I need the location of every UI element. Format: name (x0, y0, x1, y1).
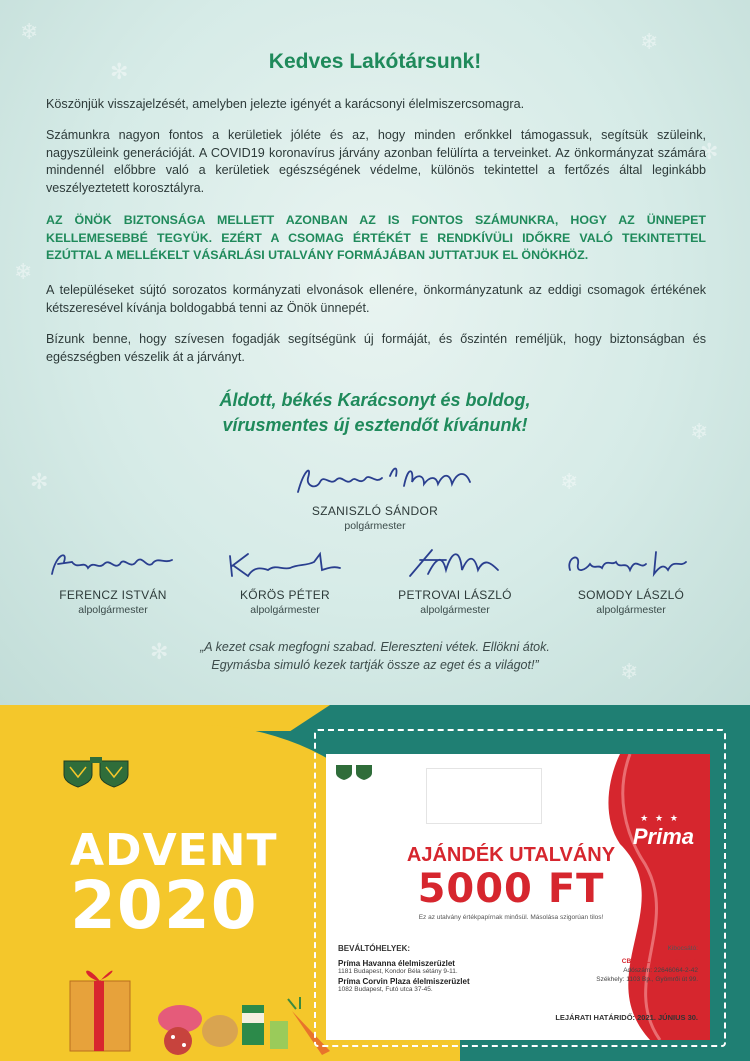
snowflake-icon: ✻ (150, 640, 169, 665)
voucher-expiry: LEJÁRATI HATÁRIDŐ: 2021. JÚNIUS 30. (555, 1013, 698, 1022)
deputy-name: FERENCZ ISTVÁN (59, 588, 167, 602)
paragraph-3-highlight: AZ ÖNÖK BIZTONSÁGA MELLETT AZONBAN AZ IS FONTOS SZÁMUNKRA, HOGY AZ ÜNNEPET KELLEMESEBBÉ TEGYÜK. EZÉRT A CSOMAG ÉRTÉKÉT E RENDKÍVÜLI IDŐKRE VALÓ TEKINTETTEL EZÚTTAL A MELLÉKELT VÁSÁRLÁSI UTALVÁNY FORMÁJÁBAN JUTTATJUK EL ÖNÖKHÖZ. (46, 213, 706, 262)
issuer-seat: Székhely: 1103 Bp., Gyömrői út 99. (596, 976, 698, 983)
issuer-name: CBA - DL PROJEKT KFT. (621, 958, 698, 965)
stores-label: BEVÁLTÓHELYEK: (338, 944, 411, 953)
snowflake-icon: ❄ (560, 470, 579, 495)
paragraph-4: A településeket sújtó sorozatos kormányzati elvonások ellenére, önkormányzatunk az eddigi csomagok értékének kétszeresével kívánja boldogabbá tenni az Önök ünnepét. (46, 283, 706, 315)
voucher-issuer (548, 944, 698, 984)
deputy-name: KŐRÖS PÉTER (240, 588, 330, 602)
issuer-tax-number: Adószám: 22646064-2-42 (623, 967, 698, 974)
wish-line-2: vírusmentes új esztendőt kívánunk! (222, 415, 528, 435)
district-crest-icon (60, 753, 132, 789)
snowflake-icon: ❄ (620, 660, 639, 685)
store-name: Príma Havanna élelmiszerüzlet (338, 959, 455, 968)
voucher-serial-box (426, 768, 542, 824)
store-address: 1181 Budapest, Kondor Béla sétány 9-11. (338, 968, 458, 975)
snowflake-icon: ❄ (690, 420, 709, 445)
deputy-role: alpolgármester (596, 604, 666, 616)
district-crest-icon (334, 762, 374, 782)
snowflake-icon: ✻ (30, 470, 49, 495)
deputy-signature (380, 540, 530, 586)
deputy-signature-block (546, 540, 716, 616)
voucher-value: 5000 FT (417, 866, 605, 912)
snowflake-icon: ✻ (700, 140, 719, 165)
store-address: 1082 Budapest, Futó utca 37-45. (338, 986, 433, 993)
voucher-title: AJÁNDÉK UTALVÁNY (406, 844, 616, 866)
deputy-signature (556, 540, 706, 586)
deputy-name: PETROVAI LÁSZLÓ (398, 588, 512, 602)
paragraph-5: Bízunk benne, hogy szívesen fogadják segítségünk új formáját, és őszintén reméljük, hogy biztonságban és egészségben vészelik át a járványt. (46, 332, 706, 364)
deputy-role: alpolgármester (420, 604, 490, 616)
quote-line-2: Egymásba simuló kezek tartják össze az eget és a világot!” (211, 658, 539, 672)
issuer-label: Kibocsátó: (667, 945, 698, 952)
deputy-name: SOMODY LÁSZLÓ (577, 588, 685, 602)
wish-line-1: Áldott, békés Karácsonyt és boldog, (219, 390, 531, 410)
voucher-legal-note: Ez az utalvány értékpapírnak minősül. Másolása szigorúan tilos! (418, 914, 604, 921)
snowflake-icon: ❄ (20, 20, 39, 45)
deputy-signature-block (28, 540, 198, 616)
deputy-signature (38, 540, 188, 586)
deputy-signature-block (200, 540, 370, 616)
snowflake-icon: ✻ (110, 60, 129, 85)
mayor-signature-block (290, 456, 460, 532)
quote-line-1: „A kezet csak megfogni szabad. Elereszteni vétek. Ellökni átok. (200, 640, 550, 654)
advent-section (0, 705, 750, 1061)
paragraph-2: Számunkra nagyon fontos a kerületiek jóléte és az, hogy minden erőnkkel támogassuk, segítsük szüleink, nagyszüleink generációját. A COVID19 koronavírus járvány azonban felülírta a terveinket. Az önkormányzat számára mindennél előbbre való a kerületiek egészségének védelme, különös tekintettel a fertőzés által leginkább veszélyeztetett korosztályra. (46, 128, 706, 195)
closing-quote (0, 638, 750, 674)
store-name: Príma Corvin Plaza élelmiszerüzlet (338, 977, 470, 986)
paragraph-1: Köszönjük visszajelzését, amelyben jelezte igényét a karácsonyi élelmiszercsomagra. (46, 97, 525, 111)
prima-logo: Prima (632, 824, 694, 849)
mayor-name: SZANISZLÓ SÁNDOR (311, 504, 439, 518)
advent-year: 2020 (70, 867, 258, 944)
snowflake-icon: ❄ (14, 260, 33, 285)
prima-stars-icon: ★ ★ ★ (640, 814, 680, 824)
mayor-role: polgármester (344, 520, 406, 532)
deputy-role: alpolgármester (78, 604, 148, 616)
mayor-signature (290, 456, 490, 502)
deputy-signature-block (370, 540, 540, 616)
snowflake-icon: ❄ (640, 30, 659, 55)
deputy-role: alpolgármester (250, 604, 320, 616)
deputy-signature (210, 540, 360, 586)
advent-word: ADVENT (70, 825, 278, 876)
letter-title: Kedves Lakótársunk! (268, 50, 482, 73)
gift-voucher (326, 754, 710, 1040)
voucher-stores (338, 944, 538, 995)
groceries-illustration (60, 941, 340, 1061)
